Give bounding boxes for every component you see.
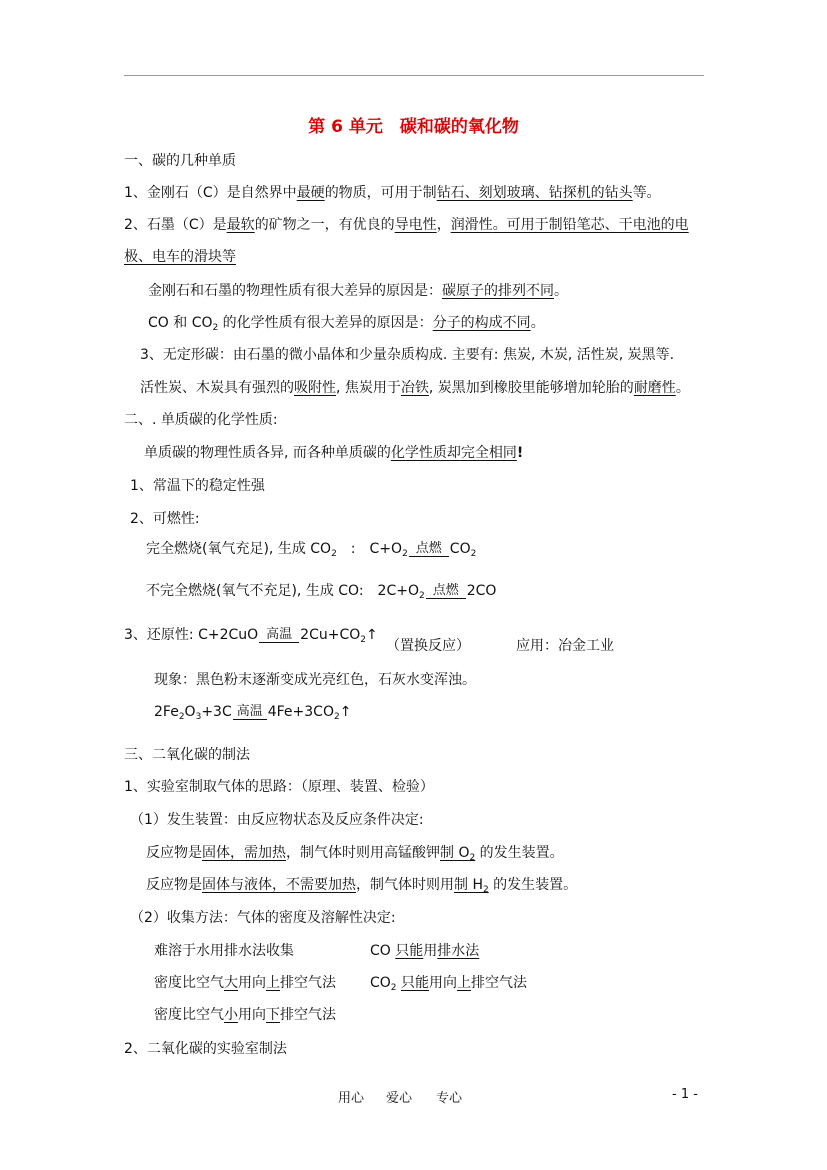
collection-co2: $CO_2$ 只能用向上排空气法 — [370, 975, 527, 993]
paragraph-graphite: 2、石墨（C）是最软的矿物之一，有优良的导电性，润滑性。可用于制铅笔芯、干电池的电 — [124, 217, 689, 233]
item-stability: 1、常温下的稳定性强 — [130, 478, 265, 494]
collection-co: CO 只能用排水法 — [370, 943, 480, 959]
header-rule — [124, 75, 704, 76]
paragraph-amorphous: 3、无定形碳：由石墨的微小晶体和少量杂质构成. 主要有: 焦炭, 木炭, 活性炭, 炭黑等. — [140, 347, 675, 363]
reaction-arrow: 高温 — [232, 706, 268, 720]
footer-text-1: 用心 — [338, 1091, 365, 1106]
paragraph-solid-liquid: 反应物是固体与液体，不需要加热，制气体时则用制 $H_2$ 的发生装置。 — [146, 877, 578, 895]
footer-text-2: 爱心 — [386, 1091, 413, 1106]
reaction-arrow: 高温 — [258, 629, 300, 643]
paragraph-chemical-diff: CO 和 $CO_2$ 的化学性质有很大差异的原因是：分子的构成不同。 — [148, 315, 545, 333]
paragraph-physical-diff: 金刚石和石墨的物理性质有很大差异的原因是：碳原子的排列不同。 — [148, 283, 568, 299]
footer-text-3: 专心 — [436, 1091, 463, 1106]
item-collection: （2）收集方法：气体的密度及溶解性决定: — [130, 910, 396, 926]
reaction-type: （置换反应） — [386, 638, 470, 654]
application-note: 应用：冶金工业 — [516, 638, 614, 654]
paragraph-diamond: 1、金刚石（C）是自然界中最硬的物质，可用于制钻石、刻划玻璃、钻探机的钻头等。 — [124, 185, 661, 201]
paragraph-chem-props: 单质碳的物理性质各异, 而各种单质碳的化学性质却完全相同! — [144, 445, 524, 461]
section-heading-1: 一、碳的几种单质 — [124, 153, 236, 169]
item-co2-lab-method: 2、二氧化碳的实验室制法 — [124, 1041, 287, 1057]
collection-water: 难溶于水用排水法收集 — [154, 943, 294, 959]
reaction-arrow: 点燃 — [425, 585, 467, 599]
equation-complete-combustion: 完全燃烧(氧气充足), 生成 $CO_2$ : $C+O_2$ 点燃 $CO_2$ — [146, 541, 477, 559]
page-title: 第 6 单元 碳和碳的氧化物 — [308, 117, 519, 137]
equation-reduction-cuo: 3、还原性: C+2CuO 高温 $2Cu+CO_2↑$ — [124, 627, 378, 645]
phenomenon-text: 现象：黑色粉末逐渐变成光亮红色，石灰水变浑浊。 — [154, 672, 476, 688]
collection-upward: 密度比空气大用向上排空气法 — [154, 975, 336, 991]
collection-downward: 密度比空气小用向下排空气法 — [154, 1007, 336, 1023]
section-heading-2: 二、. 单质碳的化学性质: — [124, 412, 278, 428]
paragraph-uses: 活性炭、木炭具有强烈的吸附性, 焦炭用于冶铁, 炭黑加到橡胶里能够增加轮胎的耐磨性。 — [140, 380, 690, 396]
paragraph-graphite-cont: 极、电车的滑块等 — [124, 249, 236, 265]
equation-incomplete-combustion: 不完全燃烧(氧气不充足), 生成 CO: $2C+O_2$ 点燃 2CO — [146, 583, 497, 601]
item-combustibility: 2、可燃性: — [130, 511, 200, 527]
section-heading-3: 三、二氧化碳的制法 — [124, 747, 250, 763]
page-number: - 1 - — [672, 1087, 698, 1102]
item-lab-approach: 1、实验室制取气体的思路：（原理、装置、检验） — [124, 779, 434, 795]
reaction-arrow: 点燃 — [408, 543, 450, 557]
paragraph-solid-heating: 反应物是固体，需加热，制气体时则用高锰酸钾制 $O_2$ 的发生装置。 — [146, 845, 564, 863]
equation-reduction-fe2o3: $2Fe_2O_3+3C$ 高温 $4Fe+3CO_2↑$ — [154, 704, 352, 722]
item-generator: （1）发生装置：由反应物状态及反应条件决定: — [130, 812, 424, 828]
